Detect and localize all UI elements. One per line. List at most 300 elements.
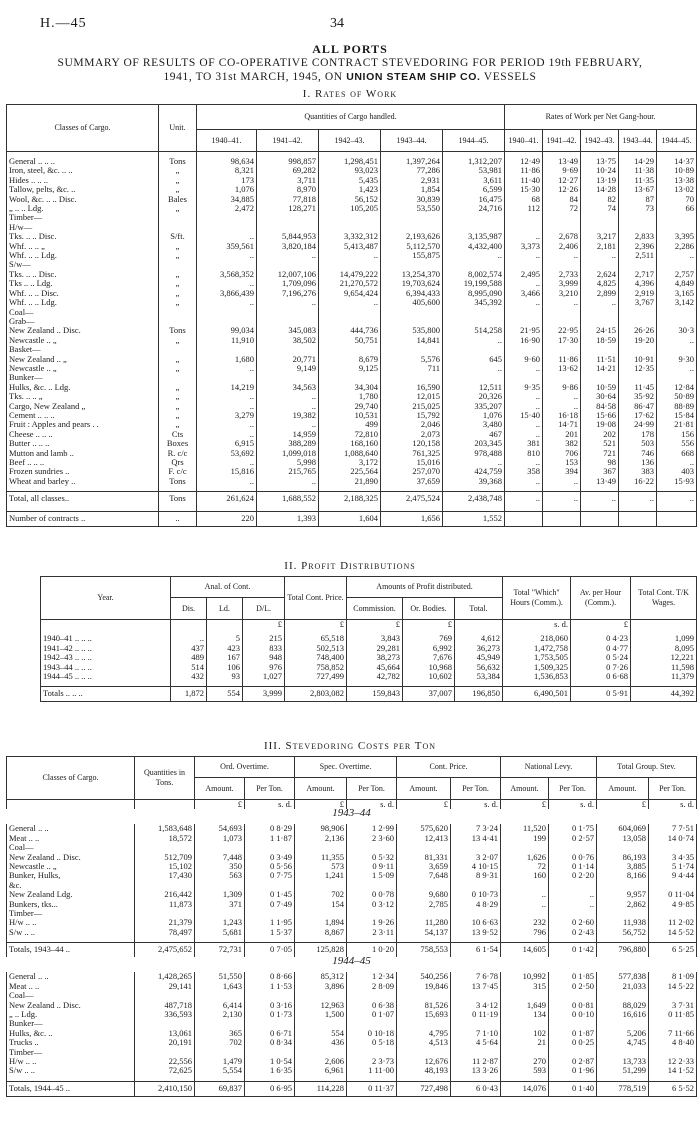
table-cell: 978,488 — [443, 449, 505, 458]
table-cell: 0 2·60 — [549, 918, 597, 927]
table-cell: 11,938 — [597, 918, 649, 927]
per-ton-header: Per Ton. — [347, 778, 397, 800]
table-cell: .. — [505, 392, 543, 401]
col-profit: Amounts of Profit distributed. — [347, 577, 503, 598]
table-cell: 0 1·07 — [347, 1010, 397, 1019]
table-cell: Timber— — [7, 213, 159, 222]
table-cell: 1,479 — [195, 1057, 245, 1066]
col-dis: Dis. — [171, 598, 207, 620]
table-cell: 0 1·14 — [549, 862, 597, 871]
table-cell: 1,076 — [197, 185, 257, 194]
col-or-bodies: Or. Bodies. — [403, 598, 455, 620]
table-cell: 13·19 — [581, 176, 619, 185]
table-cell: 86·47 — [619, 402, 657, 411]
table-cell: £ — [195, 800, 245, 810]
table-cell: .. — [543, 392, 581, 401]
table-cell: 8,970 — [257, 185, 319, 194]
table-cell — [159, 317, 197, 326]
table-cell: 17·30 — [543, 336, 581, 345]
table-cell: 1 1·87 — [245, 834, 295, 843]
table-cell: 10,992 — [501, 972, 549, 981]
table-cell: 0 1·87 — [549, 1029, 597, 1038]
table-cell: 11·51 — [581, 355, 619, 364]
table-cell: 26·26 — [619, 326, 657, 335]
table-cell: 1 0·20 — [347, 943, 397, 958]
table-cell: Hulks, &c. .. — [7, 1029, 135, 1038]
table-cell — [197, 373, 257, 382]
table-cell: .. — [581, 298, 619, 307]
table-cell — [347, 1019, 397, 1028]
table-cell: Tks .. .. Ldg. — [7, 279, 159, 288]
table-cell: 21,379 — [135, 918, 195, 927]
table-cell: 13·02 — [657, 185, 697, 194]
table-cell: F. c/c — [159, 467, 197, 476]
table-cell: 15,792 — [381, 411, 443, 420]
table-cell: 65,518 — [285, 634, 347, 643]
table-cell: 0 0·10 — [549, 1010, 597, 1019]
table-cell: 0 3·12 — [347, 900, 397, 909]
table-cell: 1,552 — [443, 512, 505, 527]
table-cell — [257, 373, 319, 382]
table-row — [41, 653, 697, 662]
table-cell: 56,152 — [319, 195, 381, 204]
table-cell: 11·86 — [543, 355, 581, 364]
table-cell — [549, 991, 597, 1000]
table-cell: 11,598 — [631, 663, 697, 672]
table-cell: 0 1·96 — [549, 1066, 597, 1075]
table-cell: 796,880 — [597, 943, 649, 958]
table-cell: 21·95 — [505, 326, 543, 335]
table-cell: 21,270,572 — [319, 279, 381, 288]
table-cell: 51,550 — [195, 972, 245, 981]
table-cell: 6,414 — [195, 1001, 245, 1010]
per-ton-header: Per Ton. — [451, 778, 501, 800]
table-cell — [295, 843, 347, 852]
table-row — [41, 687, 697, 702]
table-cell: 72,810 — [319, 430, 381, 439]
table-cell: 105,205 — [319, 204, 381, 213]
table-cell: 12,963 — [295, 1001, 347, 1010]
table-cell: 1,312,207 — [443, 157, 505, 166]
table-cell — [295, 1048, 347, 1057]
table-cell: 106 — [207, 663, 243, 672]
col-ord-overtime: Ord. Overtime. — [195, 757, 295, 778]
table-cell — [397, 1048, 451, 1057]
table-cell: Meat .. .. — [7, 834, 135, 843]
table-cell — [631, 620, 697, 630]
table-cell — [451, 991, 501, 1000]
table-cell: 1 2·99 — [347, 824, 397, 833]
table-cell: 2 3·73 — [347, 1057, 397, 1066]
table-cell — [505, 223, 543, 232]
table-cell: 554 — [295, 1029, 347, 1038]
table-cell: Trucks .. — [7, 1038, 135, 1047]
table-row — [7, 195, 697, 204]
table-cell: 15·84 — [657, 411, 697, 420]
table-cell: 0 0·81 — [549, 1001, 597, 1010]
table-cell — [505, 317, 543, 326]
table-cell: 24·99 — [619, 420, 657, 429]
table-row — [7, 853, 697, 862]
table-cell: 1,688,552 — [257, 492, 319, 507]
table-cell — [581, 213, 619, 222]
table-cell: 136 — [619, 458, 657, 467]
table-cell: Newcastle .. „ — [7, 862, 135, 871]
table-cell: .. — [443, 336, 505, 345]
table-cell: 215,765 — [257, 467, 319, 476]
table-cell — [543, 345, 581, 354]
table-cell: 13·62 — [543, 364, 581, 373]
table-cell: „ — [159, 279, 197, 288]
table-cell: 487,718 — [135, 1001, 195, 1010]
table-cell: 758,852 — [285, 663, 347, 672]
table-cell: 21·81 — [657, 420, 697, 429]
table-cell — [549, 1048, 597, 1057]
table-cell: 34,563 — [257, 383, 319, 392]
table-cell — [581, 373, 619, 382]
table-cell — [543, 317, 581, 326]
table-cell: 12·27 — [543, 176, 581, 185]
table-cell: New Zealand .. Disc. — [7, 326, 159, 335]
table-cell: 2,181 — [581, 242, 619, 251]
table-cell: 48,193 — [397, 1066, 451, 1075]
table-cell: 3,395 — [657, 232, 697, 241]
table-cell: 1,309 — [195, 890, 245, 899]
table-cell: 702 — [195, 1038, 245, 1047]
table-cell: 69,282 — [257, 166, 319, 175]
table-cell — [245, 843, 295, 852]
table-row — [7, 270, 697, 279]
table-cell — [257, 260, 319, 269]
table-cell: 512,709 — [135, 853, 195, 862]
table-cell — [257, 308, 319, 317]
table-cell: „ — [159, 185, 197, 194]
table-cell: 9·30 — [657, 355, 697, 364]
table-cell: 1943–44 .. .. .. — [41, 663, 171, 672]
table-cell: 0 1·42 — [549, 943, 597, 958]
col-rate: Rates of Work per Net Gang-hour. — [505, 105, 697, 130]
table-cell: 3,172 — [319, 458, 381, 467]
table-row — [7, 439, 697, 448]
table-cell: 37,007 — [403, 687, 455, 702]
table-cell: Tks. .. .. Disc. — [7, 232, 159, 241]
table-cell: 74 — [581, 204, 619, 213]
table-cell: 3,210 — [543, 289, 581, 298]
table-cell: .. — [505, 298, 543, 307]
table-row — [41, 663, 697, 672]
table-cell: .. — [505, 430, 543, 439]
table-cell — [397, 1019, 451, 1028]
col-spec-overtime: Spec. Overtime. — [295, 757, 397, 778]
table-cell: 4,432,400 — [443, 242, 505, 251]
table-cell: 721 — [581, 449, 619, 458]
table-cell: 0 7·26 — [571, 663, 631, 672]
table-cell: 114,228 — [295, 1081, 347, 1096]
table-cell: 8 9·31 — [451, 871, 501, 880]
table-cell: 257,070 — [381, 467, 443, 476]
table-cell: 87 — [619, 195, 657, 204]
table-cell: „ — [159, 383, 197, 392]
year-header: 1944–45. — [657, 130, 697, 152]
table-cell: New Zealand .. Disc. — [7, 853, 135, 862]
table-cell: „ — [159, 402, 197, 411]
table-cell: £ — [571, 620, 631, 630]
table-cell: 12·35 — [619, 364, 657, 373]
table-cell: 13 9·52 — [451, 928, 501, 937]
col-anal: Anal. of Cont. — [171, 577, 285, 598]
year-label: 1943–44 — [332, 809, 371, 820]
table-cell: s. d. — [549, 800, 597, 810]
col-quantities: Quantities in Tons. — [135, 757, 195, 800]
table-cell: 3,135,987 — [443, 232, 505, 241]
amount-header: Amount. — [397, 778, 451, 800]
table-cell: .. — [501, 890, 549, 899]
table-cell: 20,326 — [443, 392, 505, 401]
table-cell — [245, 1019, 295, 1028]
table-cell: 1,872 — [171, 687, 207, 702]
table-cell — [581, 260, 619, 269]
table-cell: 3,767 — [619, 298, 657, 307]
table-cell: 14 0·74 — [649, 834, 697, 843]
table-cell: 1,626 — [501, 853, 549, 862]
table-cell: 16·18 — [543, 411, 581, 420]
table-cell: 11·35 — [619, 176, 657, 185]
table-cell — [319, 213, 381, 222]
report-subtitle-1: SUMMARY OF RESULTS OF CO-OPERATIVE CONTRACT STEVEDORING FOR PERIOD 19th FEBRUARY, — [57, 57, 643, 69]
table-cell: 12·49 — [505, 157, 543, 166]
table-cell: General .. .. — [7, 824, 135, 833]
table-cell: 5,206 — [597, 1029, 649, 1038]
table-cell: 13,733 — [597, 1057, 649, 1066]
table-cell: 167 — [207, 653, 243, 662]
table-cell: 3,568,352 — [197, 270, 257, 279]
table-cell: 535,800 — [381, 326, 443, 335]
table-cell — [505, 308, 543, 317]
table-cell: 3,999 — [543, 279, 581, 288]
table-cell: 30·64 — [581, 392, 619, 401]
table-cell: 30·3 — [657, 326, 697, 335]
stevedoring-costs-table — [6, 756, 697, 1097]
table-cell: 270 — [501, 1057, 549, 1066]
table-cell — [619, 317, 657, 326]
table-cell: 11,355 — [295, 853, 347, 862]
table-cell: 134 — [501, 1010, 549, 1019]
section-3-heading: III. Stevedoring Costs per Ton — [263, 740, 437, 752]
table-cell: 5,413,487 — [319, 242, 381, 251]
table-cell — [443, 213, 505, 222]
table-cell — [649, 991, 697, 1000]
table-cell: £ — [597, 800, 649, 810]
table-cell: 2 3·60 — [347, 834, 397, 843]
table-cell: .. — [505, 251, 543, 260]
table-cell: 225,564 — [319, 467, 381, 476]
table-cell: Meat .. .. — [7, 982, 135, 991]
page-number: 34 — [330, 16, 344, 31]
table-cell: .. — [581, 251, 619, 260]
table-cell: 1,604 — [319, 512, 381, 527]
table-cell: 14·21 — [581, 364, 619, 373]
table-row — [7, 223, 697, 232]
table-cell: 14 5·22 — [649, 982, 697, 991]
table-cell: „ — [159, 242, 197, 251]
table-cell: Qrs — [159, 458, 197, 467]
table-cell: 13·67 — [619, 185, 657, 194]
table-cell: 0 4·23 — [571, 634, 631, 643]
table-cell: 4 8·29 — [451, 900, 501, 909]
table-cell — [135, 1048, 195, 1057]
table-cell: 220 — [197, 512, 257, 527]
table-cell — [381, 345, 443, 354]
table-cell: .. — [319, 298, 381, 307]
table-cell: General .. .. — [7, 972, 135, 981]
table-cell: 0 2·87 — [549, 1057, 597, 1066]
table-cell: 1,099 — [631, 634, 697, 643]
table-cell: Timber— — [7, 909, 135, 918]
table-cell: .. — [505, 402, 543, 411]
table-cell — [397, 909, 451, 918]
table-cell: 3 4·35 — [649, 853, 697, 862]
table-cell: 502,513 — [285, 644, 347, 653]
table-cell: 575,620 — [397, 824, 451, 833]
table-row — [41, 620, 697, 630]
table-cell: 199 — [501, 834, 549, 843]
table-cell: 19,846 — [397, 982, 451, 991]
table-cell: H/w .. .. — [7, 1057, 135, 1066]
table-cell — [619, 308, 657, 317]
table-cell: 1944–45 .. .. .. — [41, 672, 171, 681]
table-cell: 0 11·19 — [451, 1010, 501, 1019]
table-cell — [319, 223, 381, 232]
table-cell: 128,271 — [257, 204, 319, 213]
table-cell: 11·45 — [619, 383, 657, 392]
table-cell: Fruit : Apples and pears . . — [7, 420, 159, 429]
table-cell: 0 2·50 — [549, 982, 597, 991]
table-cell: 1,709,096 — [257, 279, 319, 288]
table-cell: 6,961 — [295, 1066, 347, 1075]
table-cell: General .. .. .. — [7, 157, 159, 166]
table-cell — [319, 373, 381, 382]
year-header: 1942–43. — [319, 130, 381, 152]
table-cell: 350 — [195, 862, 245, 871]
table-cell: 72,625 — [135, 1066, 195, 1075]
table-cell: 1 11·00 — [347, 1066, 397, 1075]
table-cell: 15·30 — [505, 185, 543, 194]
table-cell: 15·66 — [581, 411, 619, 420]
table-cell: 53,981 — [443, 166, 505, 175]
table-cell — [649, 1019, 697, 1028]
table-cell: 72 — [501, 862, 549, 871]
table-cell — [501, 843, 549, 852]
table-row — [7, 420, 697, 429]
table-cell: 15,016 — [381, 458, 443, 467]
table-cell: 358 — [505, 467, 543, 476]
table-cell: 8,995,090 — [443, 289, 505, 298]
table-cell: Newcastle .. „ — [7, 364, 159, 373]
table-row — [7, 326, 697, 335]
table-cell — [295, 1019, 347, 1028]
table-cell: 1,423 — [319, 185, 381, 194]
table-cell: £ — [243, 620, 285, 630]
table-row — [7, 1057, 697, 1066]
table-row — [7, 918, 697, 927]
table-cell: 12,676 — [397, 1057, 451, 1066]
table-cell: 2,136 — [295, 834, 347, 843]
table-cell: 345,392 — [443, 298, 505, 307]
col-year: Year. — [41, 577, 171, 620]
table-cell: 34,304 — [319, 383, 381, 392]
table-cell: 0 0·76 — [549, 853, 597, 862]
table-cell: S/w .. .. — [7, 928, 135, 937]
table-cell: .. — [257, 392, 319, 401]
table-cell: .. — [197, 298, 257, 307]
table-cell: 160 — [501, 871, 549, 880]
table-row — [7, 289, 697, 298]
table-cell: „ — [159, 251, 197, 260]
table-cell: „ — [159, 298, 197, 307]
table-cell: 5 — [207, 634, 243, 643]
table-cell: 50,751 — [319, 336, 381, 345]
table-cell — [501, 1019, 549, 1028]
table-cell — [597, 1048, 649, 1057]
table-row — [7, 492, 697, 507]
table-cell: 10·89 — [657, 166, 697, 175]
table-cell: Whf. .. .. Ldg. — [7, 298, 159, 307]
table-cell: 556 — [657, 439, 697, 448]
table-cell: 21 — [501, 1038, 549, 1047]
table-cell: 521 — [581, 439, 619, 448]
table-cell: 13·49 — [543, 157, 581, 166]
table-row — [7, 336, 697, 345]
table-row — [7, 1010, 697, 1019]
table-cell: 3,896 — [295, 982, 347, 991]
table-cell: Grab— — [7, 317, 159, 326]
table-cell: £ — [501, 800, 549, 810]
table-cell: 0 1·75 — [549, 824, 597, 833]
table-cell: Mutton and lamb .. — [7, 449, 159, 458]
table-cell — [195, 843, 245, 852]
table-cell: 5,576 — [381, 355, 443, 364]
table-cell: 514 — [171, 663, 207, 672]
table-cell — [501, 909, 549, 918]
col-cont-price: Cont. Price. — [397, 757, 501, 778]
table-cell: 0 6·71 — [245, 1029, 295, 1038]
table-cell — [257, 345, 319, 354]
table-cell: 13,058 — [597, 834, 649, 843]
table-cell: 0 1·45 — [245, 890, 295, 899]
table-cell: S/w .. .. — [7, 1066, 135, 1075]
col-unit: Unit. — [159, 105, 197, 152]
table-cell: .. — [443, 251, 505, 260]
table-cell: 1 1·53 — [245, 982, 295, 991]
table-cell: 98,906 — [295, 824, 347, 833]
table-cell: 3,332,312 — [319, 232, 381, 241]
table-cell: 10 6·63 — [451, 918, 501, 927]
table-row — [7, 800, 697, 810]
table-cell: „ — [159, 355, 197, 364]
table-cell: H/w .. .. — [7, 918, 135, 927]
table-cell: 2,717 — [619, 270, 657, 279]
table-row — [7, 467, 697, 476]
table-cell — [41, 620, 171, 630]
table-cell — [381, 213, 443, 222]
table-cell: 168,160 — [319, 439, 381, 448]
table-cell: 3,466 — [505, 289, 543, 298]
table-cell: Totals, 1943–44 .. — [7, 943, 135, 958]
table-cell: 84 — [543, 195, 581, 204]
table-cell: 0 11·85 — [649, 1010, 697, 1019]
table-cell: 1,088,640 — [319, 449, 381, 458]
table-cell: 8,002,574 — [443, 270, 505, 279]
